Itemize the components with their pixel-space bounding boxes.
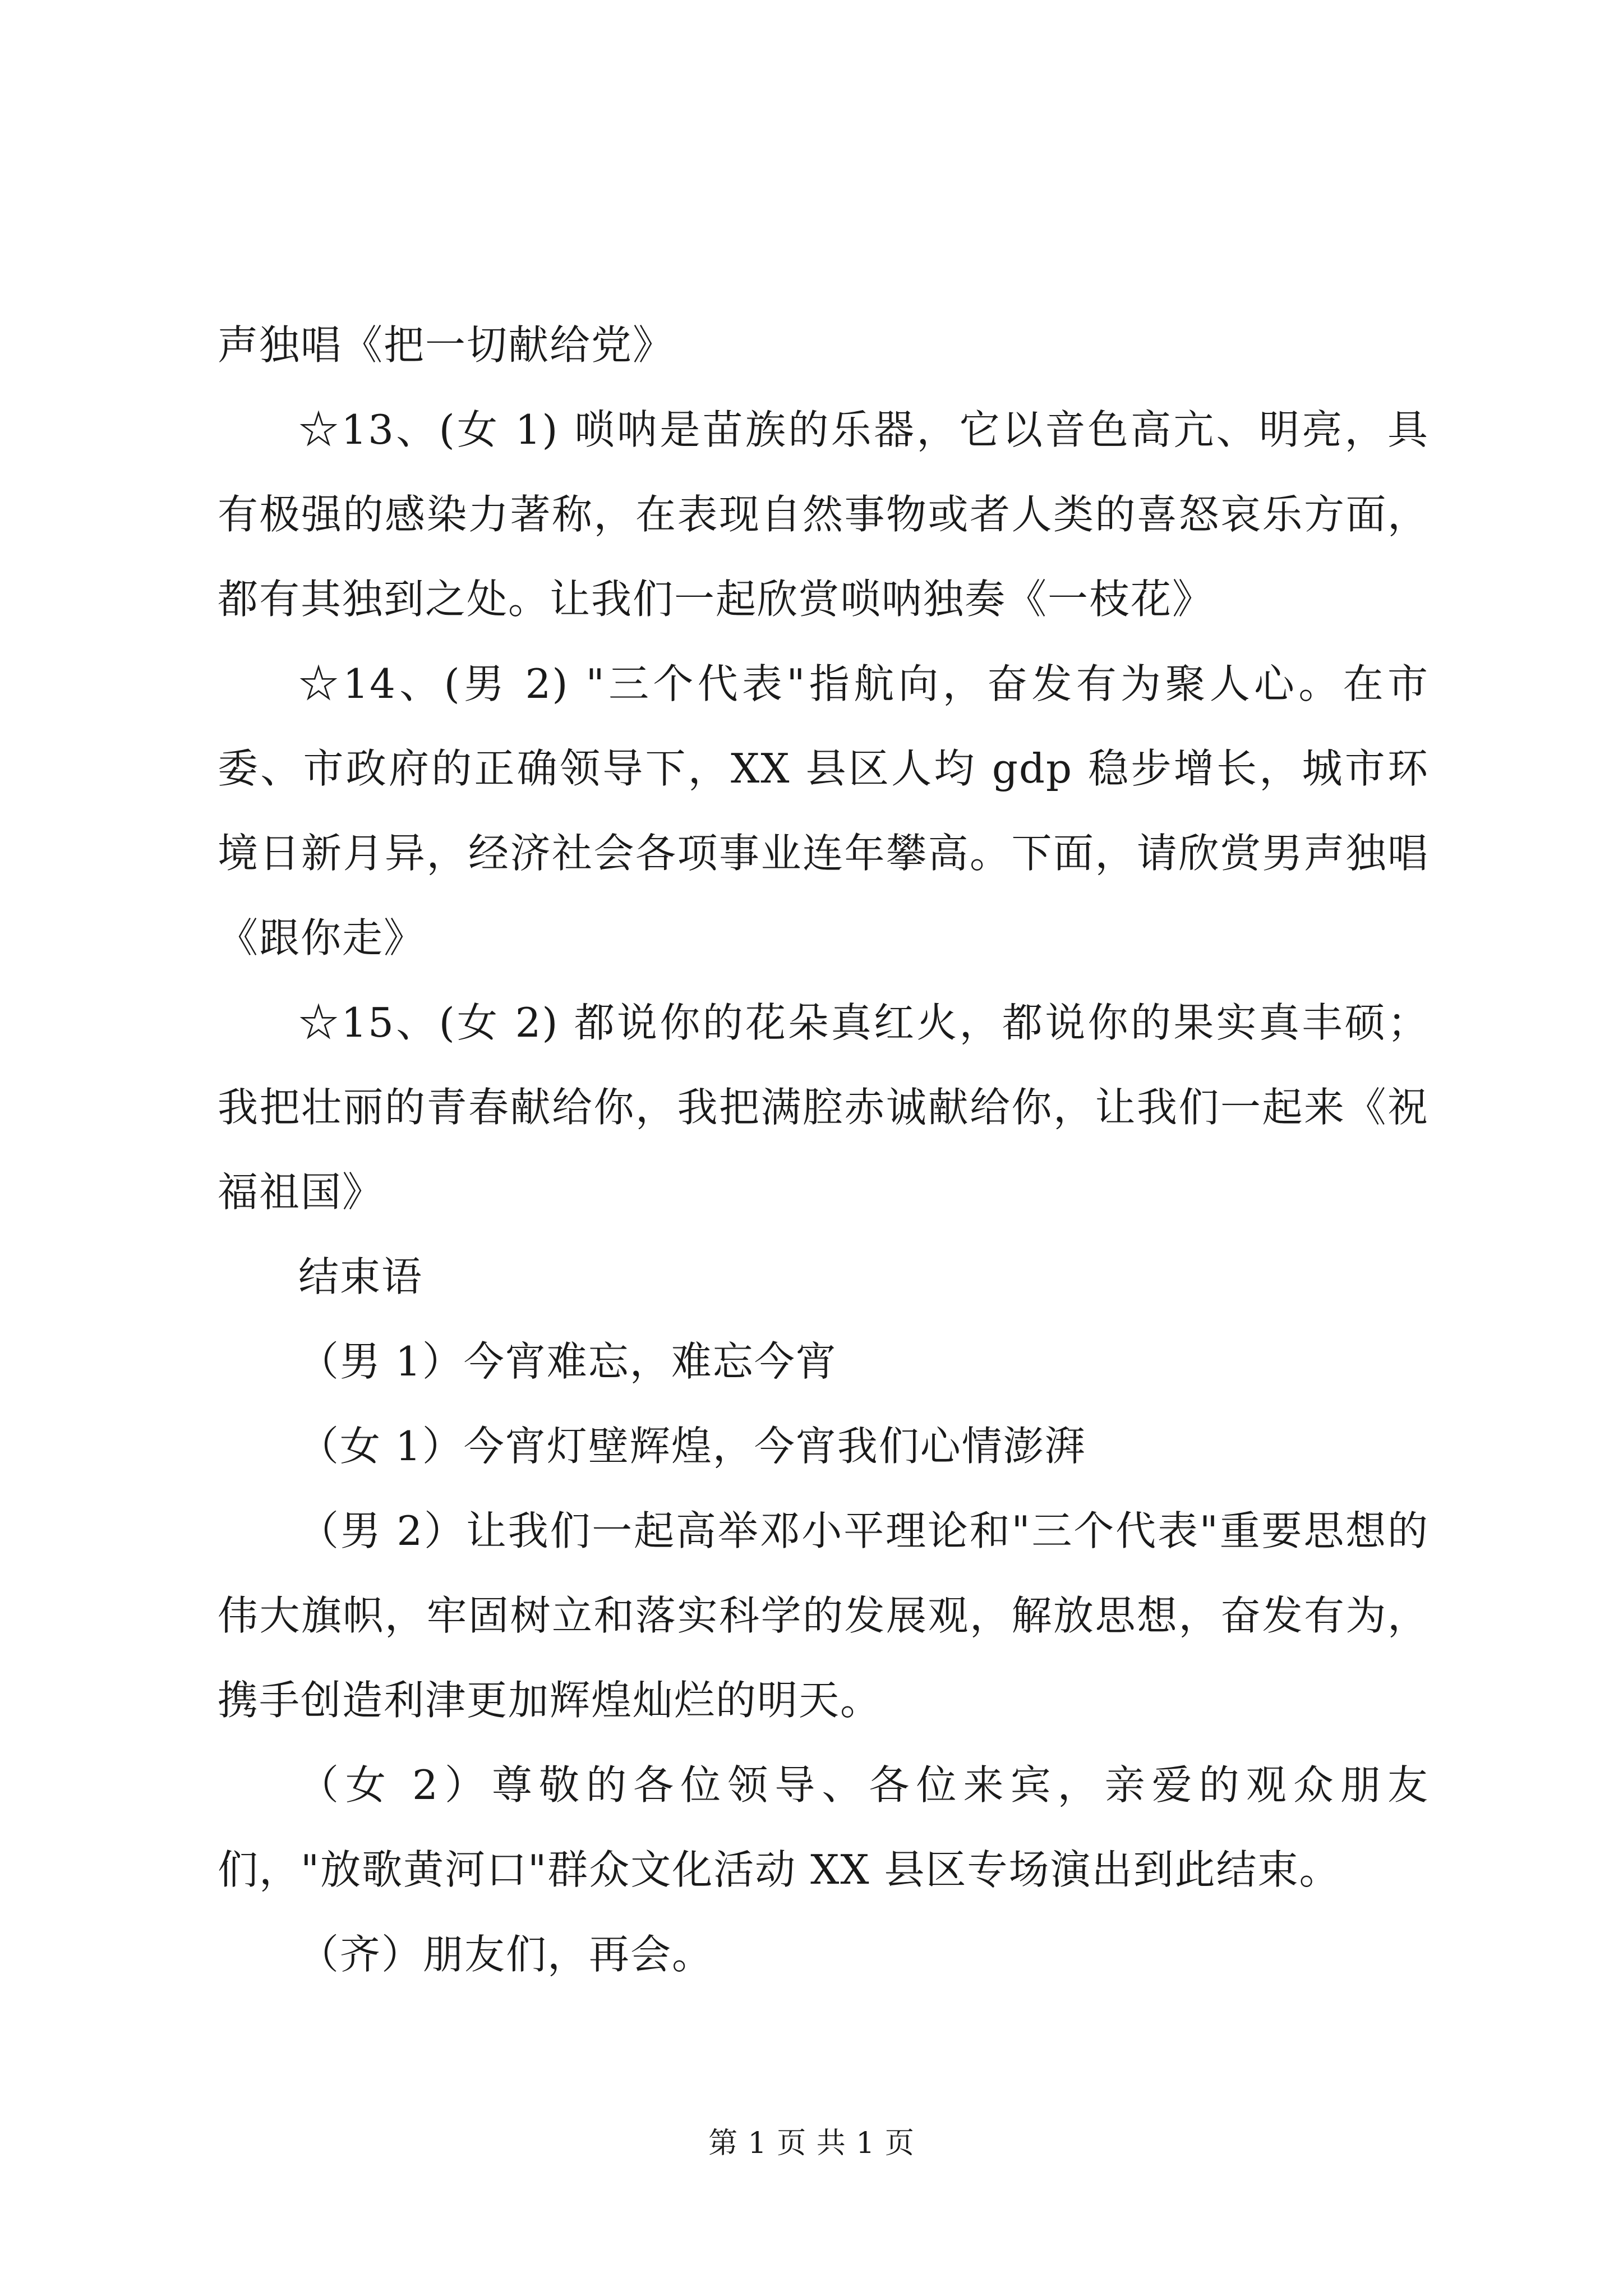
paragraph-male-2: （男 2）让我们一起高举邓小平理论和"三个代表"重要思想的伟大旗帜，牢固树立和落实科学的发展观，解放思想，奋发有为，携手创造利津更加辉煌灿烂的明天。	[218, 1507, 1429, 1724]
paragraph-male-1: （男 1）今宵难忘，难忘今宵	[298, 1338, 837, 1385]
section-heading-closing: 结束语	[298, 1253, 423, 1300]
page-footer: 第 1 页 共 1 页	[708, 2127, 915, 2160]
paragraph-item-13: ☆13、(女 1) 唢呐是苗族的乐器，它以音色高亢、明亮，具有极强的感染力著称，在表现自然事物或者人类的喜怒哀乐方面，都有其独到之处。让我们一起欣赏唢呐独奏《一枝花》	[218, 406, 1429, 623]
document-body	[218, 303, 1429, 1997]
paragraph-item-14: ☆14、(男 2) "三个代表"指航向，奋发有为聚人心。在市委、市政府的正确领导下，XX 县区人均 gdp 稳步增长，城市环境日新月异，经济社会各项事业连年攀高。下面，请欣赏男声独唱《跟你走》	[218, 660, 1429, 961]
paragraph-female-1: （女 1）今宵灯壁辉煌，今宵我们心情澎湃	[298, 1423, 1086, 1470]
paragraph-item-15: ☆15、(女 2) 都说你的花朵真红火，都说你的果实真丰硕；我把壮丽的青春献给你，我把满腔赤诚献给你，让我们一起来《祝福祖国》	[218, 999, 1429, 1216]
paragraph-female-2: （女 2）尊敬的各位领导、各位来宾，亲爱的观众朋友们，"放歌黄河口"群众文化活动 XX 县区专场演出到此结束。	[218, 1761, 1429, 1893]
paragraph-together: （齐）朋友们，再会。	[298, 1931, 714, 1978]
paragraph-continuation: 声独唱《把一切献给党》	[218, 321, 675, 369]
